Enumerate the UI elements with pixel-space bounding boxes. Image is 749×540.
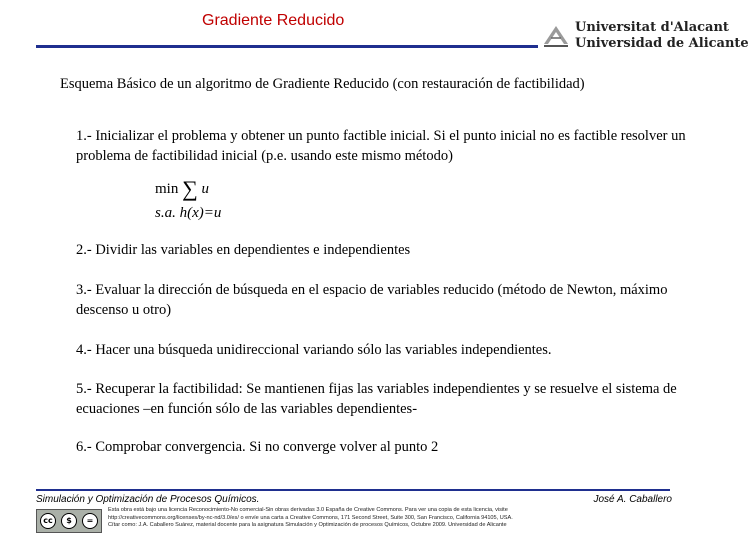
license-line-1: Esta obra está bajo una licencia Reconocimiento-No comercial-Sin obras derivadas 3.0 España de Creative Commons. Para ver una copia de esta licencia, visite [108,507,508,513]
author-name: José A. Caballero [593,494,672,505]
algorithm-heading: Esquema Básico de un algoritmo de Gradiente Reducido (con restauración de factibilidad) [60,76,585,92]
university-logo-text [575,20,749,52]
logo-line-1: Universitat d'Alacant [575,20,729,35]
noncommercial-icon: $ [61,513,77,529]
logo-line-2: Universidad de Alicante [575,36,749,51]
formula-objective [155,176,209,202]
no-derivatives-icon: = [82,513,98,529]
formula-sum-sign: ∑ [182,176,198,201]
cc-icon: cc [40,513,56,529]
university-logo [541,20,749,56]
step-1: 1.- Inicializar el problema y obtener un punto factible inicial. Si el punto inicial no es factible resolver un problema de factibilidad inicial (p.e. usando este mismo método) [76,128,686,164]
step-3: 3.- Evaluar la dirección de búsqueda en el espacio de variables reducido (método de Newton, máximo descenso u otro) [76,282,668,318]
license-line-3: Cítar como: J.A. Caballero Suárez, material docente para la asignatura Simulación y Optimización de procesos Químicos, Octubre 2009. Universidad de Alicante [108,522,507,529]
step-2: 2.- Dividir las variables en dependientes e independientes [76,242,411,258]
step-4: 4.- Hacer una búsqueda unidireccional variando sólo las variables independientes. [76,342,552,358]
formula-variable: u [201,181,210,197]
step-6: 6.- Comprobar convergencia. Si no converge volver al punto 2 [76,439,439,455]
creative-commons-badge [36,509,102,533]
course-name: Simulación y Optimización de Procesos Químicos. [36,494,260,505]
header-divider [36,45,538,48]
slide-title: Gradiente Reducido [202,12,345,29]
feasibility-formula [155,172,265,232]
university-emblem-icon [541,20,571,50]
license-text [108,507,708,530]
formula-min: min [155,181,179,197]
step-5: 5.- Recuperar la factibilidad: Se mantienen fijas las variables independientes y se resuelve el sistema de ecuaciones –en función sólo de las variables dependientes- [76,381,677,417]
footer-divider [36,489,670,491]
license-line-2: http://creativecommons.org/licenses/by-nc-nd/3.0/es/ o envíe una carta a Creative Commons, 171 Second Street, Suite 300, San Francisco, California 94105, USA. [108,514,513,521]
formula-constraint: s.a. h(x)=u [155,205,222,221]
